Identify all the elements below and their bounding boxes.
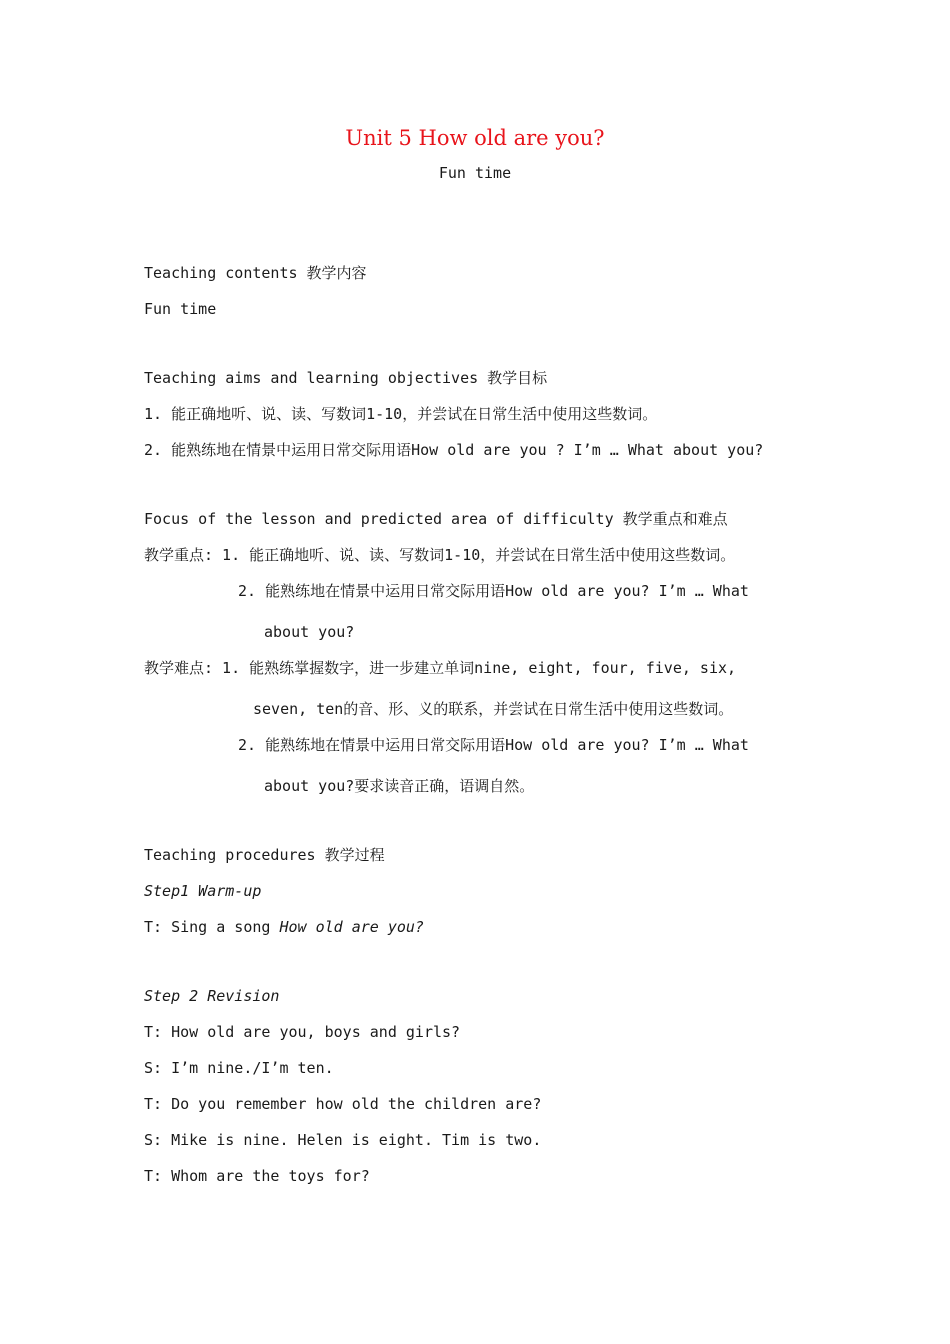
dialogue-line: S: Mike is nine. Helen is eight. Tim is two. xyxy=(144,1131,542,1149)
song-title: How old are you? xyxy=(279,918,424,936)
step1-line xyxy=(144,917,424,937)
dialogue-line: S: I’m nine./I’m ten. xyxy=(144,1059,334,1077)
step2-heading: Step 2 Revision xyxy=(144,987,280,1005)
contents-heading: Teaching contents 教学内容 xyxy=(144,264,367,282)
step1-line-prefix: T: Sing a song xyxy=(144,918,280,936)
dialogue-line: T: Whom are the toys for? xyxy=(144,1167,370,1185)
aims-item-1: 1. 能正确地听、说、读、写数词1-10，并尝试在日常生活中使用这些数词。 xyxy=(144,405,658,423)
difficulty-2-cont: about you?要求读音正确，语调自然。 xyxy=(264,777,535,795)
aims-heading: Teaching aims and learning objectives 教学目标 xyxy=(144,369,548,387)
difficulty-1-cont: seven, ten的音、形、义的联系，并尝试在日常生活中使用这些数词。 xyxy=(253,700,734,718)
dialogue-line: T: How old are you, boys and girls? xyxy=(144,1023,461,1041)
difficulty-2: 2. 能熟练地在情景中运用日常交际用语How old are you? I’m … What xyxy=(238,736,749,754)
doc-title: Unit 5 How old are you? xyxy=(345,126,605,150)
key-point-2-cont: about you? xyxy=(264,623,355,641)
doc-subtitle: Fun time xyxy=(438,164,512,182)
focus-heading: Focus of the lesson and predicted area of difficulty 教学重点和难点 xyxy=(144,510,728,528)
dialogue-line: T: Do you remember how old the children are? xyxy=(144,1095,542,1113)
aims-item-2: 2. 能熟练地在情景中运用日常交际用语How old are you ? I’m … What about you? xyxy=(144,441,764,459)
step1-heading: Step1 Warm-up xyxy=(144,882,262,900)
difficulty-1: 教学难点: 1. 能熟练掌握数字，进一步建立单词nine, eight, four, five, six, xyxy=(144,659,737,677)
contents-body: Fun time xyxy=(144,300,217,318)
key-point-1: 教学重点: 1. 能正确地听、说、读、写数词1-10，并尝试在日常生活中使用这些数词。 xyxy=(144,546,736,564)
procedures-heading: Teaching procedures 教学过程 xyxy=(144,846,385,864)
key-point-2: 2. 能熟练地在情景中运用日常交际用语How old are you? I’m … What xyxy=(238,582,749,600)
